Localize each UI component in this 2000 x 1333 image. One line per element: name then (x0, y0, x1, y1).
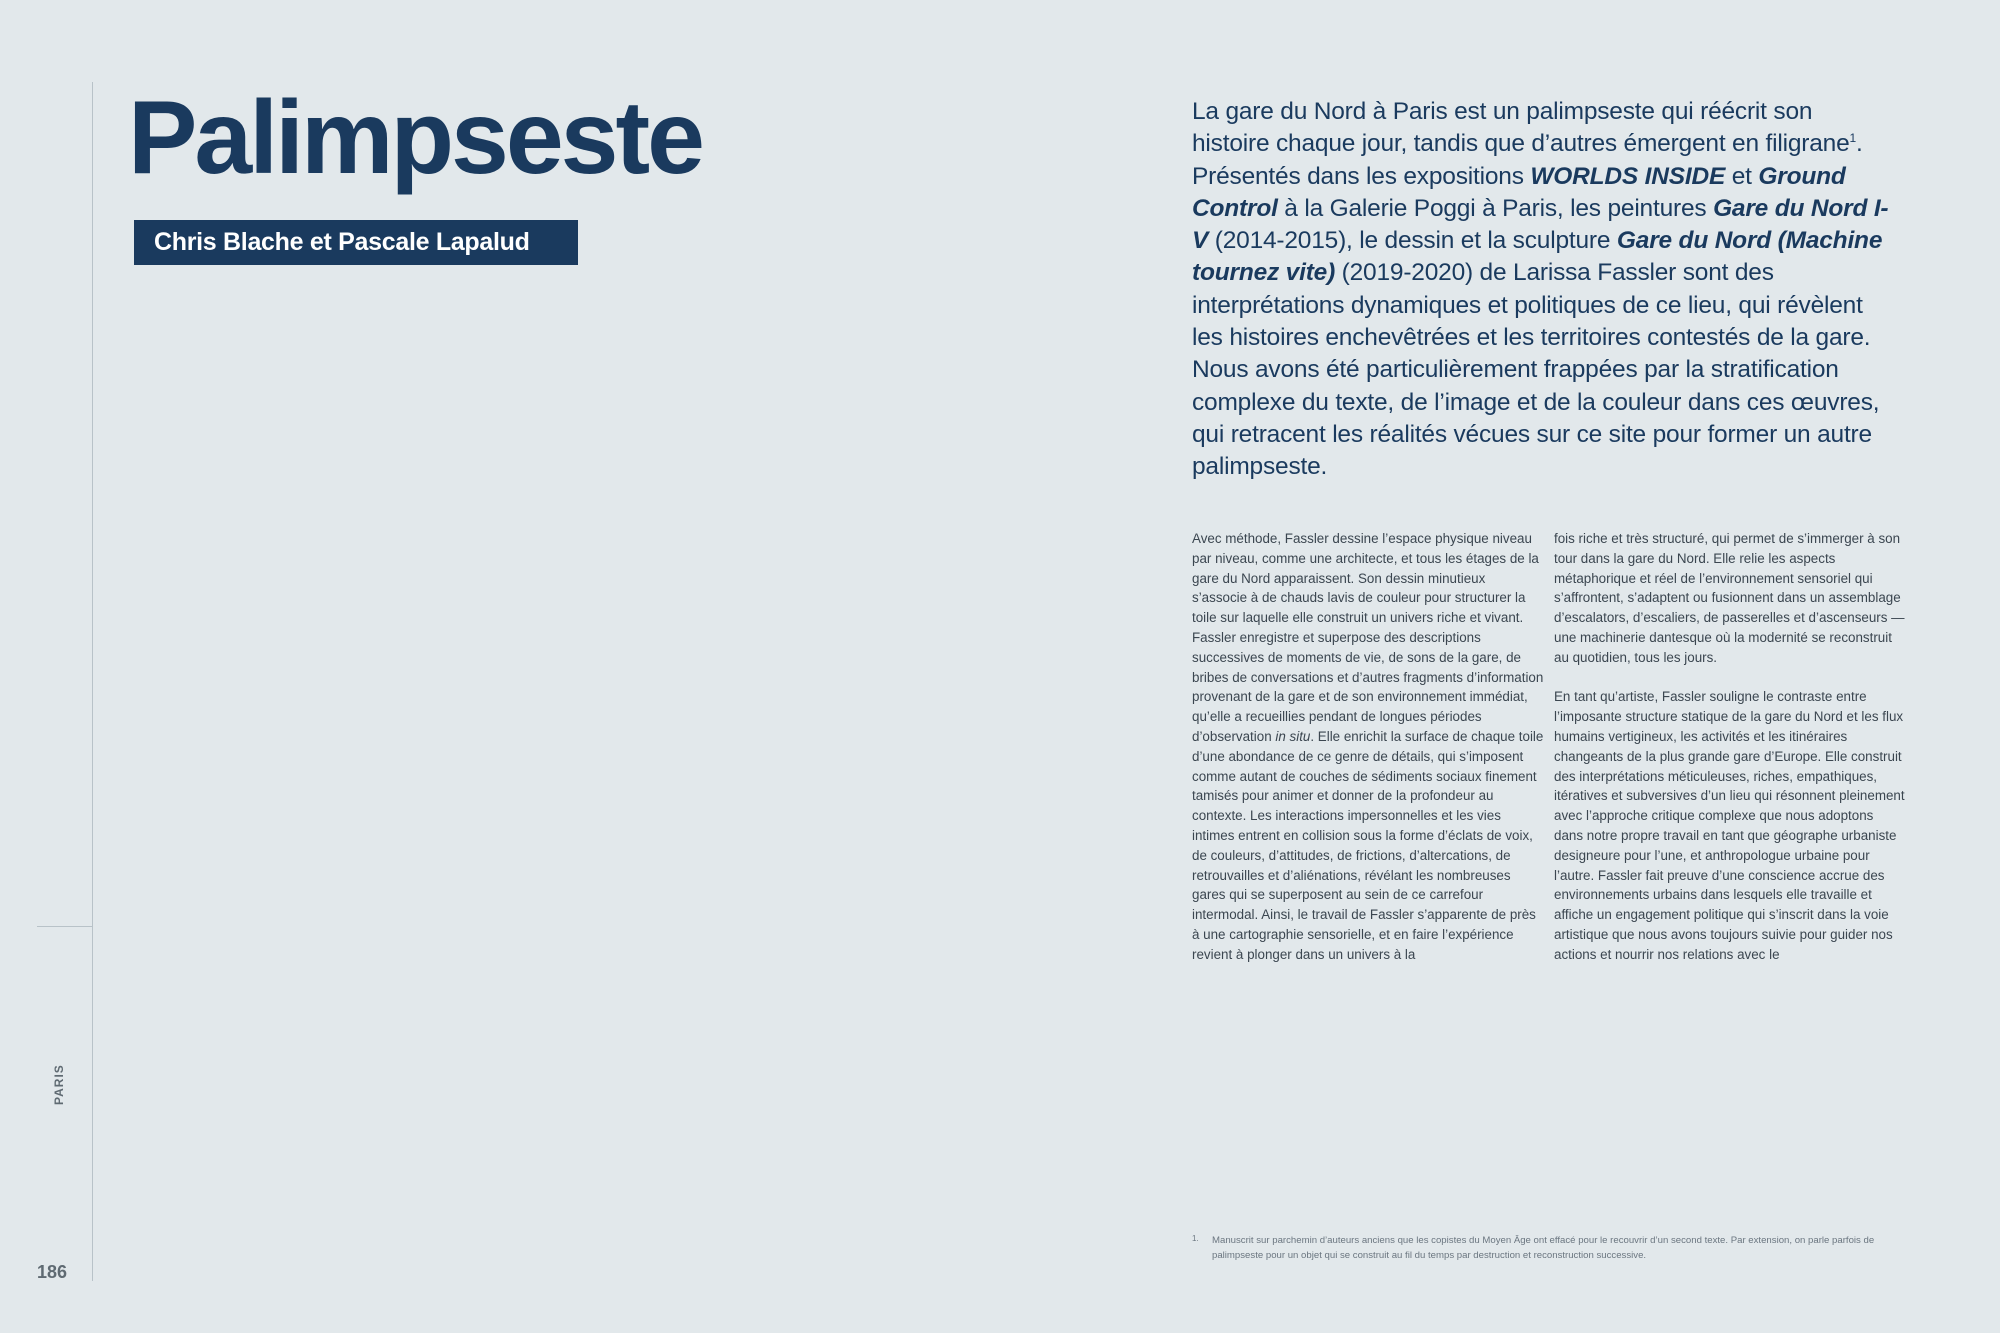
lead-text: à la Galerie Poggi à Paris, les peintures (1277, 194, 1714, 222)
body-column-left (1192, 529, 1544, 965)
footnote-mark: 1. (1192, 1234, 1199, 1243)
lead-text: (2014-2015), le dessin et la sculpture (1208, 227, 1617, 255)
body-paragraph: En tant qu’artiste, Fassler souligne le contraste entre l’imposante structure statique de la gare du Nord et les flux humains vertigineux, les activités et les itinéraires changeants de la plus grande gare d’Europe. Elle construit des interprétations méticuleuses, riches, empathiques, itératives et subversives d’un lieu qui résonnent pleinement avec l’approche critique complexe que nous adoptons dans notre propre travail en tant que géographe urbaniste designeure pour l’une, et anthropologue urbaine pour l’autre. Fassler fait preuve d’une conscience accrue des environnements urbains dans lesquels elle travaille et affiche un engagement politique qui s’inscrit dans la voie artistique que nous avons toujours suivie pour guider nos actions et nourrir nos relations avec le (1554, 689, 1905, 962)
footnote-text: Manuscrit sur parchemin d’auteurs anciens que les copistes du Moyen Âge ont effacé pour le recouvrir d’un second texte. Par extension, on parle parfois de palimpseste pour un objet qui se construit au fil du temps par destruction et reconstruction successive. (1212, 1235, 1875, 1261)
work-title: Ground Control (1192, 162, 1846, 222)
authors-banner: Chris Blache et Pascale Lapalud (134, 220, 578, 265)
margin-vertical-rule (92, 82, 93, 1281)
body-column-right (1554, 529, 1906, 965)
lead-text: La gare du Nord à Paris est un palimpseste qui réécrit son histoire chaque jour, tandis que d’autres émergent en filigrane (1192, 98, 1850, 158)
section-label: PARIS (52, 1064, 66, 1105)
lead-text: . Présentés dans les expositions (1192, 130, 1863, 190)
footnote (1192, 1233, 1892, 1263)
body-paragraph (1192, 529, 1544, 965)
page-title: Palimpseste (128, 80, 702, 196)
footnote-reference: 1 (1849, 131, 1856, 146)
lead-paragraph (1192, 96, 1892, 484)
page-number: 186 (37, 1262, 68, 1282)
work-title: Gare du Nord I-V (1192, 194, 1889, 255)
lead-text: et (1725, 162, 1759, 190)
work-title: WORLDS INSIDE (1530, 162, 1726, 190)
margin-horizontal-rule (37, 926, 93, 927)
body-text: . Elle enrichit la surface de chaque toile d’une abondance de ce genre de détails, qui s’imposent comme autant de couches de sédiments sociaux finement tamisés pour animer et donner de la profondeur au contexte. Les interactions impersonnelles et les vies intimes entrent en collision sous la forme d’éclats de voix, de couleurs, d’attitudes, de frictions, d’altercations, de retrouvailles et d’aliénations, révélant les nombreuses gares qui se superposent au sein de ce carrefour intermodal. Ainsi, le travail de Fassler s’apparente de près à une cartographie sensorielle, et en faire l’expérience revient à plonger dans un univers à la (1192, 728, 1544, 962)
work-title: Gare du Nord (Machine tournez vite) (1192, 227, 1883, 287)
body-emphasis: in situ (1275, 728, 1311, 744)
body-paragraph: fois riche et très structuré, qui permet de s’immerger à son tour dans la gare du Nord. Elle relie les aspects métaphorique et réel de l’environnement sensoriel qui s’affrontent, s’adaptent ou fusionnent dans un assemblage d’escalators, d’escaliers, de passerelles et d’ascenseurs — une machinerie dantesque où la modernité se reconstruit au quotidien, tous les jours. (1554, 531, 1905, 665)
body-text: Avec méthode, Fassler dessine l’espace physique niveau par niveau, comme une architecte, et tous les étages de la gare du Nord apparaissent. Son dessin minutieux s’associe à de chauds lavis de couleur pour structurer la toile sur laquelle elle construit un univers riche et vivant. Fassler enregistre et superpose des descriptions successives de moments de vie, de sons de la gare, de bribes de conversations et d’autres fragments d’information provenant de la gare et de son environnement immédiat, qu’elle a recueillies pendant de longues périodes d’observation (1192, 531, 1544, 744)
lead-text: (2019-2020) de Larissa Fassler sont des interprétations dynamiques et politiques de ce lieu, qui révèlent les histoires enchevêtrées et les territoires contestés de la gare. Nous avons été particulièrement frappées par la stratification complexe du texte, de l’image et de la couleur dans ces œuvres, qui retracent les réalités vécues sur ce site pour former un autre palimpseste. (1192, 259, 1880, 481)
